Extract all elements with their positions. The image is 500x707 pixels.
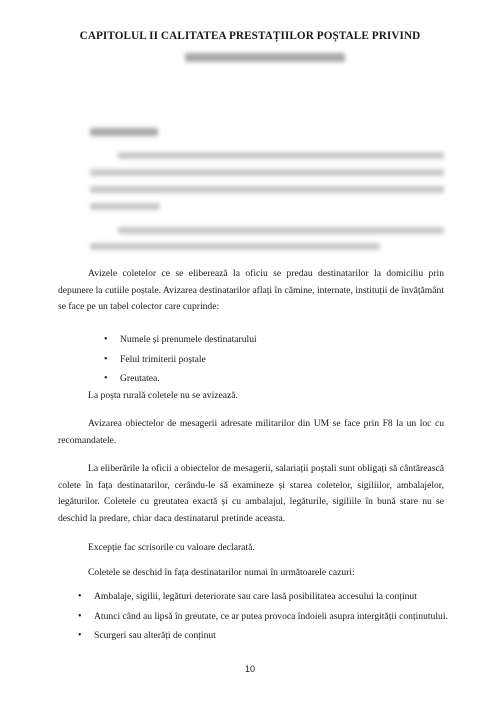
- list-item: • Numele și prenumele destinatarului: [120, 330, 257, 350]
- list-item: • Atunci când au lipsă în greutate, ce ar putea provoca îndoieli asupra intergității conținutului.: [94, 607, 454, 627]
- blurred-section-heading: [90, 128, 158, 136]
- page-number: 10: [244, 664, 255, 674]
- chapter-title: CAPITOLUL II CALITATEA PRESTAȚIILOR POȘTALE PRIVIND: [79, 30, 421, 42]
- paragraph-posta-rurala: La poșta rurală coletele nu se avizează.: [88, 390, 238, 401]
- paragraph-eliberari: La eliberările la oficii a obiectelor de mesagerii, salariații poștali sunt obligați să cântărească colete în fața destinatarilor, cerându-le să examineze și starea coletelor, sigiliilor, ambalajelor, legăturilor. Coletele cu greutatea exactă și cu ambalajul, legăturile, sigiliile în bună stare nu se deschid la predare, chiar daca destinatarul pretinde aceasta.: [58, 463, 444, 524]
- list-item: • Felul trimiterii poștale: [120, 350, 257, 370]
- paragraph-exceptie: Excepție fac scrisorile cu valoare declarată.: [88, 542, 255, 553]
- list-item: • Greutatea.: [120, 369, 257, 389]
- blurred-subtitle: [185, 53, 345, 62]
- list-item: • Scurgeri sau alterăți de conținut: [94, 626, 454, 646]
- bullet-list-tabel: [120, 330, 257, 389]
- paragraph-militari: Avizarea obiectelor de mesagerii adresate militarilor din UM se face prin F8 la un loc cu recomandatele.: [58, 418, 444, 446]
- list-item: • Ambalaje, sigilii, legături deteriorate sau care lasă posibilitatea accesului la conținut: [94, 587, 454, 607]
- bullet-list-cazuri: [94, 587, 454, 646]
- paragraph-deschidere: Coletele se deschid în fața destinatarilor numai în următoarele cazuri:: [88, 567, 355, 578]
- paragraph-avize: Avizele coletelor ce se eliberează la oficiu se predau destinatarilor la domiciliu prin depunere la cutiile poștale. Avizarea destinatarilor aflați în cămine, internate, instituții de învățământ se face pe un tabel colector care cuprinde:: [58, 268, 444, 313]
